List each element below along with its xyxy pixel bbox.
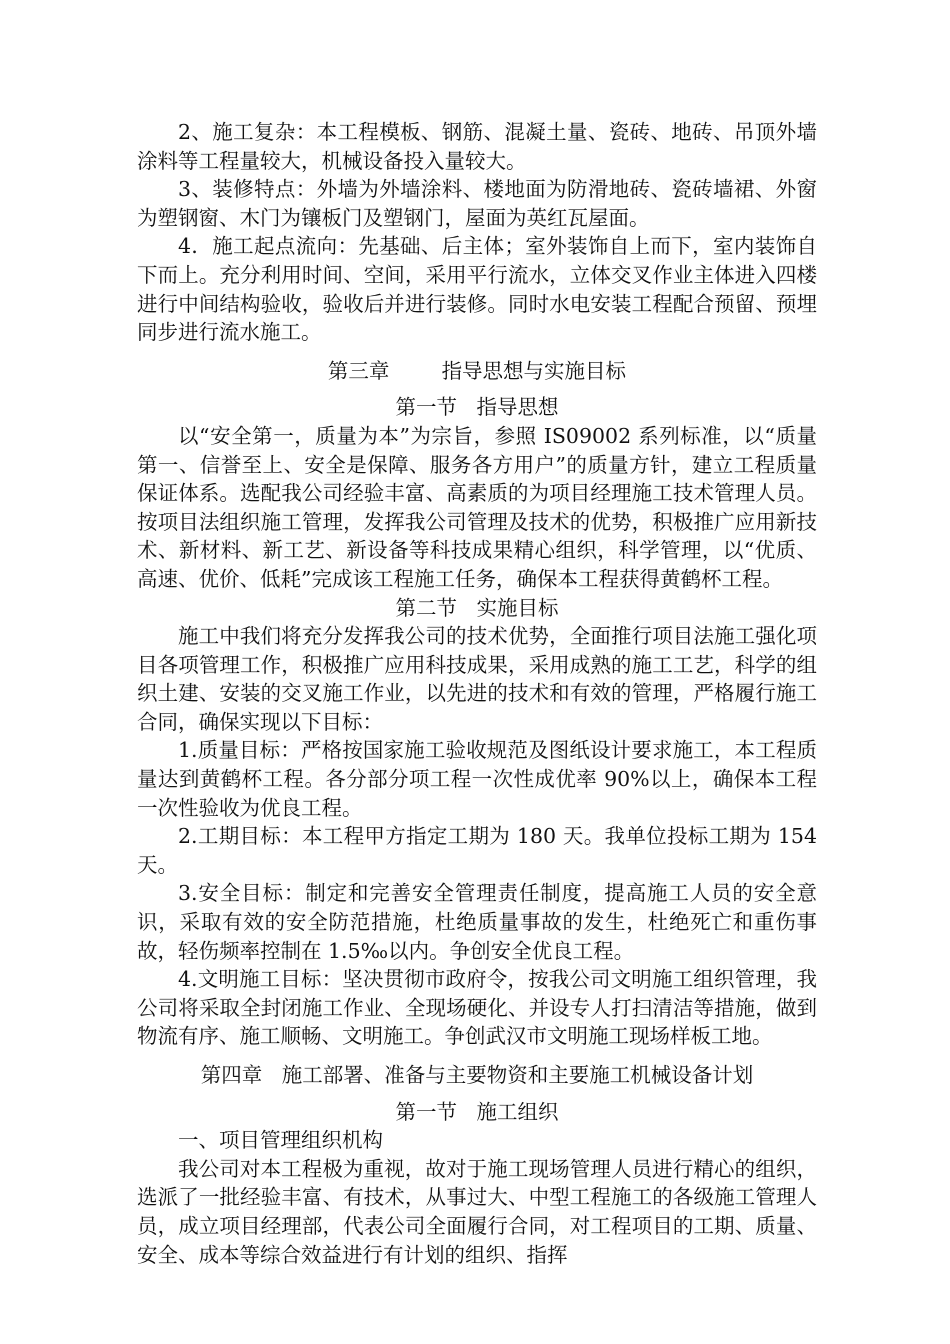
document-page xyxy=(137,118,817,1269)
paragraph-decoration-features: 3、装修特点：外墙为外墙涂料、楼地面为防滑地砖、瓷砖墙裙、外窗为塑钢窗、木门为镶板门及塑钢门，屋面为英红瓦屋面。 xyxy=(137,177,817,230)
chapter-3-number: 第三章 xyxy=(327,358,390,383)
chapter-4-number: 第四章 xyxy=(200,1063,263,1087)
section-1-heading xyxy=(137,393,817,422)
section-3-number: 第一节 xyxy=(395,1099,457,1124)
paragraph-project-management: 我公司对本工程极为重视，故对于施工现场管理人员进行精心的组织，选派了一批经验丰富、有技术，从事过大、中型工程施工的各级施工管理人员，成立项目经理部，代表公司全面履行合同，对工程项目的工期、质量、安全、成本等综合效益进行有计划的组织、指挥 xyxy=(137,1156,817,1267)
chapter-3-title: 指导思想与实施目标 xyxy=(441,358,627,383)
paragraph-construction-flow: 4．施工起点流向：先基础、后主体；室外装饰自上而下，室内装饰自下而上。充分利用时间、空间，采用平行流水，立体交叉作业主体进入四楼进行中间结构验收，验收后并进行装修。同时水电安装工程配合预留、预埋同步进行流水施工。 xyxy=(137,234,817,345)
section-1-title: 指导思想 xyxy=(476,395,559,420)
chapter-3-heading xyxy=(137,357,817,386)
section-3-title: 施工组织 xyxy=(476,1099,559,1124)
paragraph-implementation-targets: 施工中我们将充分发挥我公司的技术优势，全面推行项目法施工强化项目各项管理工作，积极推广应用科技成果，采用成熟的施工工艺，科学的组织土建、安装的交叉施工作业，以先进的技术和有效的管理，严格履行施工合同，确保实现以下目标： xyxy=(137,624,817,734)
paragraph-civilized-construction-target: 4.文明施工目标：坚决贯彻市政府令，按我公司文明施工组织管理，我公司将采取全封闭施工作业、全现场硬化、并设专人打扫清洁等措施，做到物流有序、施工顺畅、文明施工。争创武汉市文明施工现场样板工地。 xyxy=(137,967,817,1049)
paragraph-quality-target: 1.质量目标：严格按国家施工验收规范及图纸设计要求施工，本工程质量达到黄鹤杯工程。各分部分项工程一次性成优率 90%以上，确保本工程一次性验收为优良工程。 xyxy=(137,738,817,820)
section-2-number: 第二节 xyxy=(395,595,457,620)
chapter-4-heading xyxy=(137,1061,817,1090)
section-2-title: 实施目标 xyxy=(476,595,559,620)
section-2-heading xyxy=(137,594,817,623)
paragraph-safety-target: 3.安全目标：制定和完善安全管理责任制度，提高施工人员的安全意识，采取有效的安全防范措施，杜绝质量事故的发生，杜绝死亡和重伤事故，轻伤频率控制在 1.5‰以内。争创安全优良工程。 xyxy=(137,881,817,963)
paragraph-construction-complexity: 2、施工复杂：本工程模板、钢筋、混凝土量、瓷砖、地砖、吊顶外墙涂料等工程量较大，机械设备投入量较大。 xyxy=(137,120,817,173)
chapter-4-title: 施工部署、准备与主要物资和主要施工机械设备计划 xyxy=(281,1063,754,1087)
subheading-project-organization: 一、项目管理组织机构 xyxy=(178,1128,383,1153)
paragraph-schedule-target: 2.工期目标：本工程甲方指定工期为 180 天。我单位投标工期为 154 天。 xyxy=(137,824,817,877)
section-1-number: 第一节 xyxy=(395,395,457,420)
section-3-heading xyxy=(137,1098,817,1127)
paragraph-guiding-ideology: 以“安全第一，质量为本”为宗旨，参照 IS09002 系列标准，以“质量第一、信誉至上、安全是保障、服务各方用户”的质量方针，建立工程质量保证体系。选配我公司经验丰富、高素质的为项目经理施工技术管理人员。按项目法组织施工管理，发挥我公司管理及技术的优势，积极推广应用新技术、新材料、新工艺、新设备等科技成果精心组织，科学管理，以“优质、高速、优价、低耗”完成该工程施工任务，确保本工程获得黄鹤杯工程。 xyxy=(137,423,817,591)
